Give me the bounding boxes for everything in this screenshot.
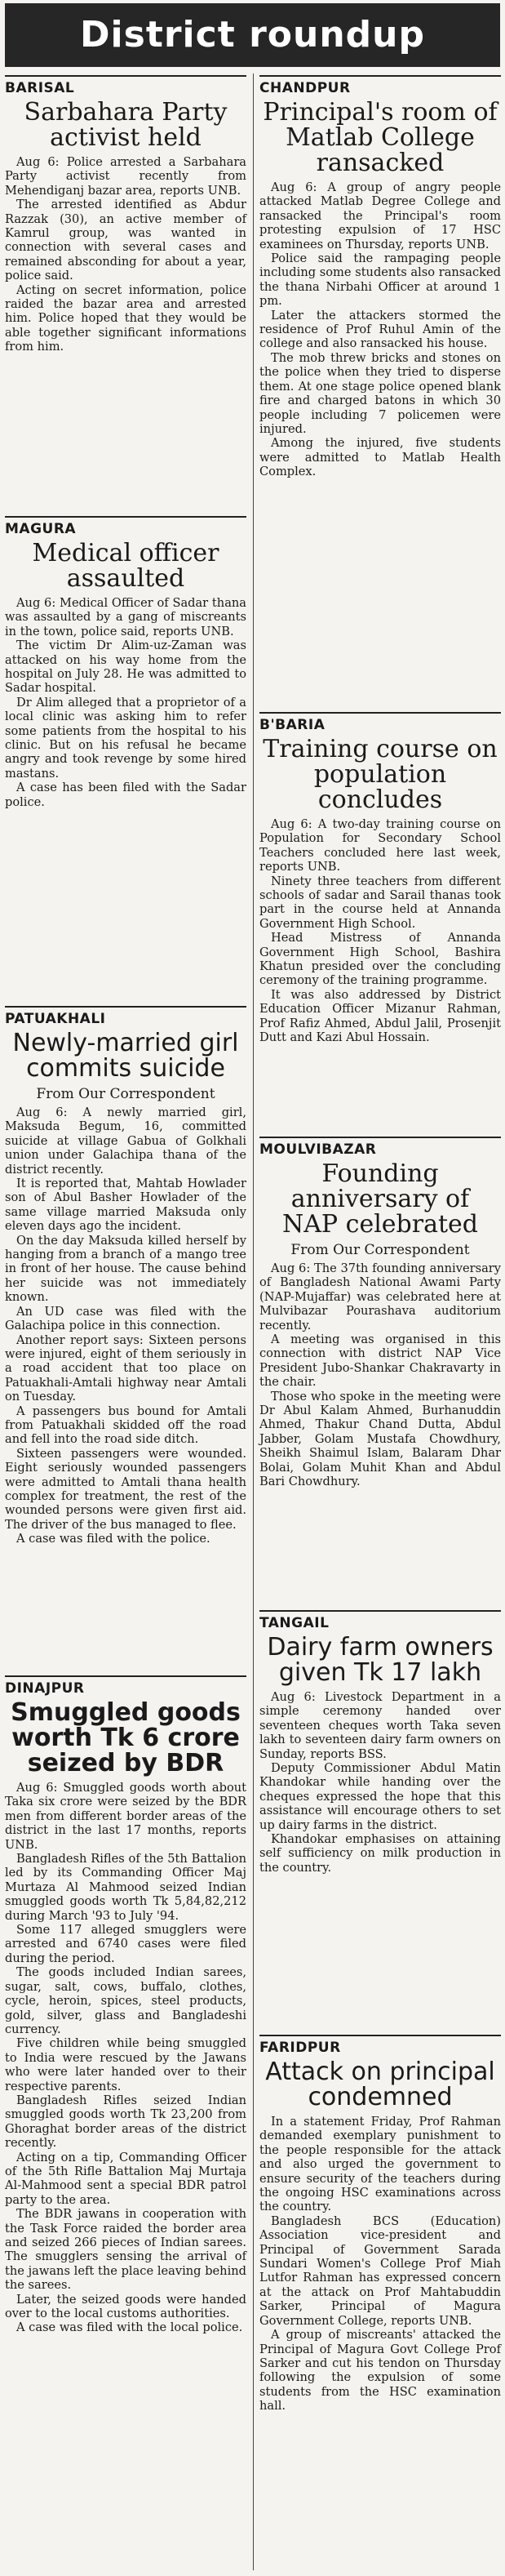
paragraph: Aug 6: Livestock Department in a simple ceremony handed over seventeen cheques worth Taka seven lakh to seventeen dairy farm owners on Sunday, reports BSS. [259,1690,501,1761]
story-body [259,1261,501,1489]
story-tangail [259,1610,501,1875]
story-body [259,817,501,1045]
paragraph: On the day Maksuda killed herself by hanging from a branch of a mango tree in front of her house. The cause behind her suicide was not immediately known. [5,1233,246,1305]
story-body [5,1106,246,1546]
byline: From Our Correspondent [36,1086,215,1102]
story-moulvibazar [259,1137,501,1489]
paragraph: Another report says: Sixteen persons were injured, eight of them seriously in a road accident that too place on Patuakhali-Amtali highway near Amtali on Tuesday. [5,1332,246,1404]
paragraph: Aug 6: A newly married girl, Maksuda Begum, 16, committed suicide at village Gabua of Golkhali union under Galachipa thana of the district recently. [5,1106,246,1177]
headline: Medical officer assaulted [32,539,219,593]
paragraph: The BDR jawans in cooperation with the Task Force raided the border area and seized 266 pieces of Indian sarees. The smugglers sensing the arrival of the jawans left the place leaving behind the sarees. [5,2207,246,2293]
dateline-place: DINAJPUR [5,1675,246,1698]
paragraph: In a statement Friday, Prof Rahman demanded exemplary punishment to the people responsible for the attack and also urged the government to ensure security of the teachers during the ongoing HSC examinations across the country. [259,2115,501,2214]
paragraph: Aug 6: A two-day training course on Population for Secondary School Teachers concluded here last week, reports UNB. [259,817,501,874]
headline: Smuggled goods worth Tk 6 crore seized by BDR [11,1698,241,1777]
paragraph: Khandokar emphasises on attaining self sufficiency on milk production in the country. [259,1832,501,1875]
story-body [259,1690,501,1875]
headline: Attack on principal condemned [265,2058,495,2111]
headline: Founding anniversary of NAP celebrated [282,1159,478,1239]
dateline-place: B'BARIA [259,712,501,735]
paragraph: Acting on secret information, police raided the bazar area and arrested him. Police hoped that they would be able together significant informations from him. [5,283,246,354]
paragraph: A passengers bus bound for Amtali from Patuakhali skidded off the road and fell into the road side ditch. [5,1404,246,1447]
headline: Newly-married girl commits suicide [12,1029,239,1083]
story-bbaria [259,712,501,1045]
dateline-place: MOULVIBAZAR [259,1137,501,1159]
paragraph: Bangladesh Rifles seized Indian smuggled goods worth Tk 23,200 from Ghoraghat border areas of the district recently. [5,2093,246,2151]
paragraph: Aug 6: Smuggled goods worth about Taka six crore were seized by the BDR men from different border areas of the district in the last 17 months, reports UNB. [5,1781,246,1852]
story-faridpur [259,2035,501,2414]
paragraph: The victim Dr Alim-uz-Zaman was attacked on his way home from the hospital on July 28. He was admitted to Sadar hospital. [5,638,246,696]
story-patuakhali [5,1006,246,1546]
story-body [5,155,246,354]
paragraph: The mob threw bricks and stones on the police when they tried to disperse them. At one stage police opened blank fire and charged batons in which 30 people including 7 policemen were injured. [259,350,501,436]
paragraph: Sixteen passengers were wounded. Eight seriously wounded passengers were admitted to Amtali thana health complex for treatment, the rest of the wounded persons were given first aid. The driver of the bus managed to flee. [5,1446,246,1532]
paragraph: Acting on a tip, Commanding Officer of the 5th Rifle Battalion Maj Murtaja Al-Mahmood sent a special BDR patrol party to the area. [5,2150,246,2207]
paragraph: Dr Alim alleged that a proprietor of a local clinic was asking him to refer some patients from the hospital to his clinic. But on his refusal he became angry and took revenge by some hired mastans. [5,695,246,781]
paragraph: A case has been filed with the Sadar police. [5,781,246,809]
story-chandpur [259,75,501,479]
byline: From Our Correspondent [290,1242,470,1258]
paragraph: Bangladesh Rifles of the 5th Battalion led by its Commanding Officer Maj Murtaza Al Mahmood seized Indian smuggled goods worth Tk 5,84,82,212 during March '93 to July '94. [5,1852,246,1923]
paragraph: A case was filed with the local police. [16,2320,243,2335]
paragraph: Among the injured, five students were admitted to Matlab Health Complex. [259,436,501,479]
paragraph: Ninety three teachers from different schools of sadar and Sarail thanas took part in the course held at Annanda Government High School. [259,874,501,931]
paragraph: The goods included Indian sarees, sugar, salt, cows, buffalo, clothes, cycle, heroin, spices, steel products, gold, silver, glass and Bangladeshi currency. [5,1965,246,2036]
paragraph: A case was filed with the police. [16,1532,210,1546]
paragraph: The arrested identified as Abdur Razzak (30), an active member of Kamrul group, was wanted in connection with several cases and remained absconding for about a year, police said. [5,198,246,283]
story-dinajpur [5,1675,246,2335]
paragraph: It was also addressed by District Education Officer Mizanur Rahman, Prof Rafiz Ahmed, Abdul Jalil, Prosenjit Dutt and Kazi Abul Hossain. [259,987,501,1045]
paragraph: Those who spoke in the meeting were Dr Abul Kalam Ahmed, Burhanuddin Ahmed, Thakur Chand Dutta, Abdul Jabber, Golam Mustafa Chowdhury, Sheikh Shaimul Islam, Balaram Dhar Bolai, Golam Muhit Khan and Abdul Bari Chowdhury. [259,1389,501,1489]
page-banner: District roundup [5,3,500,67]
dateline-place: CHANDPUR [259,75,501,98]
paragraph: It is reported that, Mahtab Howlader son of Abul Basher Howlader of the same village married Maksuda only eleven days ago the incident. [5,1177,246,1234]
paragraph: Later the attackers stormed the residence of Prof Ruhul Amin of the college and also ransacked his house. [259,308,501,351]
dateline-place: TANGAIL [259,1610,501,1633]
dateline-place: BARISAL [5,75,246,98]
story-body [5,596,246,809]
dateline-place: FARIDPUR [259,2035,501,2058]
headline: Principal's room of Matlab College ransacked [263,98,498,177]
paragraph: Deputy Commissioner Abdul Matin Khandokar while handing over the cheques expressed the hope that this assistance will encourage others to set up dairy farms in the district. [259,1761,501,1832]
paragraph: A group of miscreants' attacked the Principal of Magura Govt College Prof Sarker and cut his tendon on Thursday following the expulsion of some students from the HSC examination hall. [259,2328,501,2414]
headline: Dairy farm owners given Tk 17 lakh [267,1633,494,1687]
paragraph: Aug 6: Medical Officer of Sadar thana was assaulted by a gang of miscreants in the town, police said, reports UNB. [5,596,246,638]
paragraph: Aug 6: Police arrested a Sarbahara Party activist recently from Mehendiganj bazar area, reports UNB. [5,155,246,198]
paragraph: Head Mistress of Annanda Government High School, Bashira Khatun presided over the concluding ceremony of the training programme. [259,931,501,988]
paragraph: Some 117 alleged smugglers were arrested and 6740 cases were filed during the period. [5,1923,246,1965]
dateline-place: PATUAKHALI [5,1006,246,1029]
paragraph: A meeting was organised in this connection with district NAP Vice President Jubo-Shankar Chakravarty in the chair. [259,1332,501,1390]
story-body [5,1781,246,2335]
story-body [259,2115,501,2414]
story-barisal [5,75,246,354]
column-divider [253,73,254,2570]
story-body [259,180,501,479]
headline: Sarbahara Party activist held [24,98,228,152]
story-magura [5,516,246,809]
paragraph: Five children while being smuggled to India were rescued by the Jawans who were later handed over to their respective parents. [5,2036,246,2093]
paragraph: Police said the rampaging people including some students also ransacked the thana Nirbahi Officer at around 1 pm. [259,251,501,309]
paragraph: Aug 6: A group of angry people attacked Matlab Degree College and ransacked the Principal's room protesting expulsion of 17 HSC examinees on Thursday, reports UNB. [259,180,501,251]
paragraph: Aug 6: The 37th founding anniversary of Bangladesh National Awami Party (NAP-Mujaffar) was celebrated here at Mulvibazar Pourashava auditorium recently. [259,1261,501,1332]
paragraph: Later, the seized goods were handed over to the local customs authorities. [5,2292,246,2321]
headline: Training course on population concludes [263,735,498,814]
dateline-place: MAGURA [5,516,246,539]
paragraph: Bangladesh BCS (Education) Association vice-president and Principal of Government Sarada Sundari Women's College Prof Miah Lutfor Rahman has expressed concern at the attack on Prof Mahtabuddin Sarker, Principal of Magura Government College, reports UNB. [259,2213,501,2328]
paragraph: An UD case was filed with the Galachipa police in this connection. [5,1304,246,1333]
